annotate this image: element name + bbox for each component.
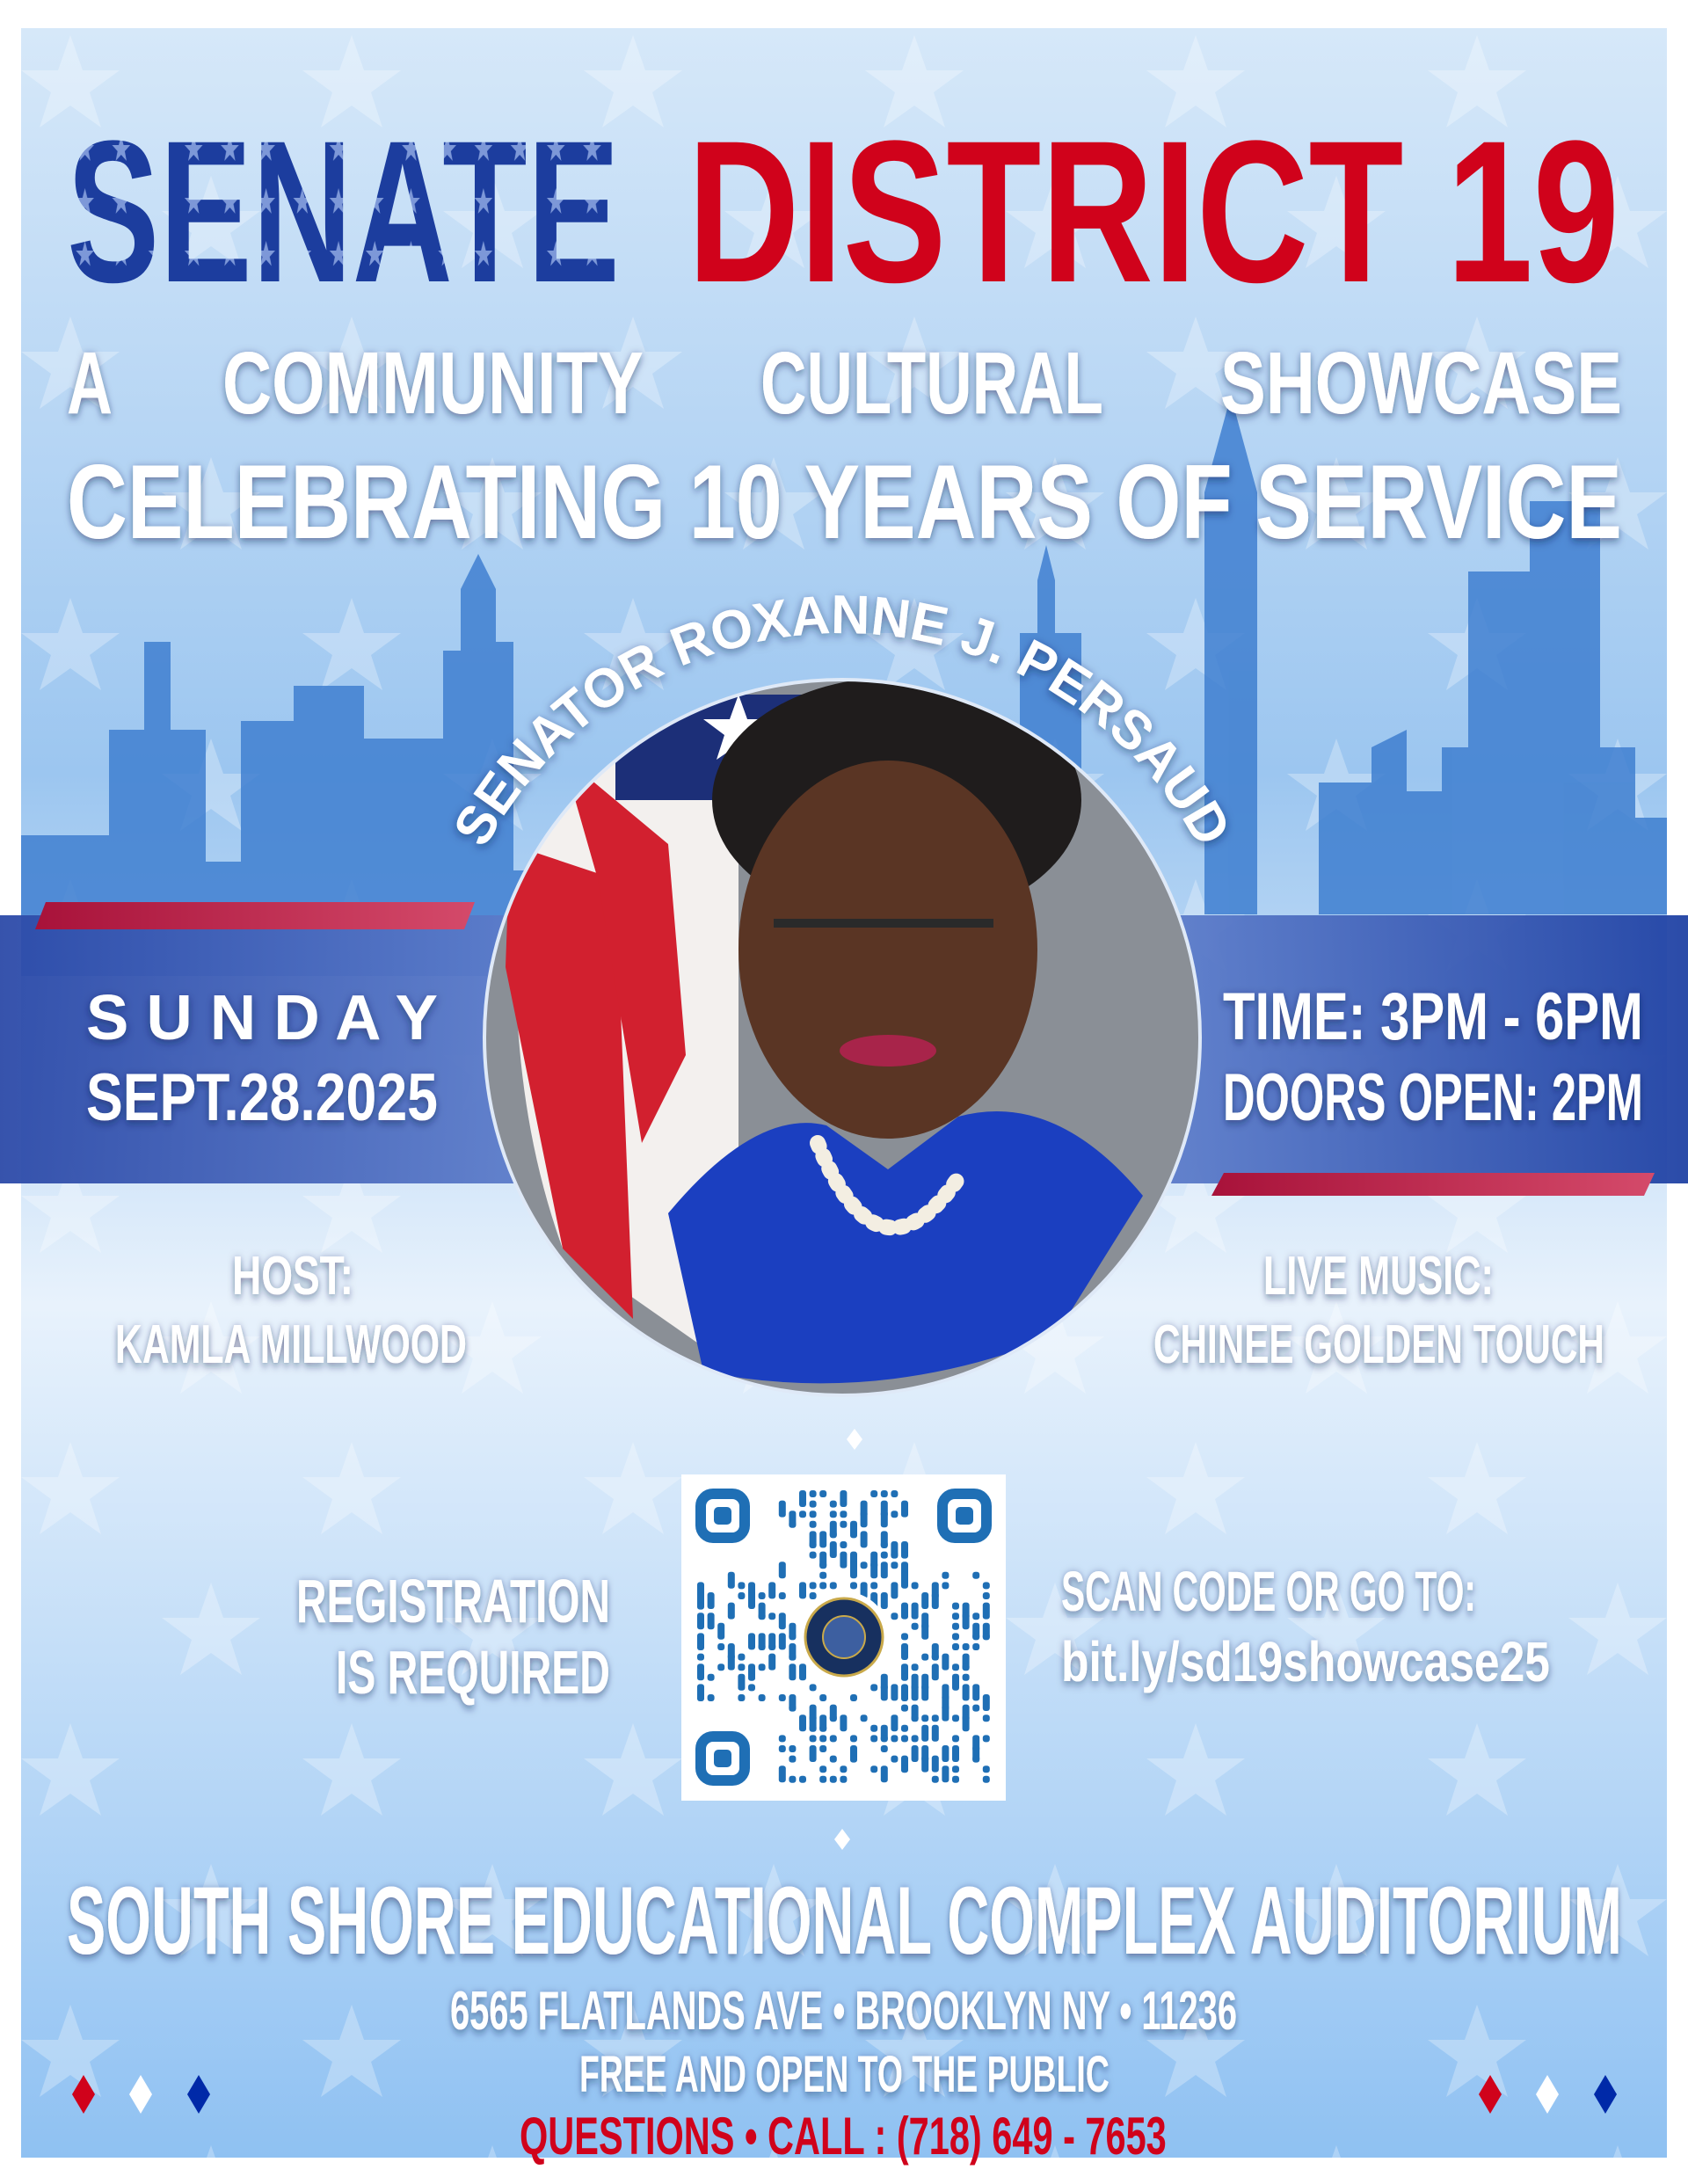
- qr-module: [952, 1663, 959, 1671]
- qr-module: [697, 1613, 704, 1629]
- qr-module: [901, 1674, 908, 1681]
- red-accent-bar: [1211, 1173, 1655, 1196]
- qr-module: [870, 1490, 877, 1497]
- qr-module: [738, 1674, 745, 1691]
- doors-open-time: DOORS OPEN: 2PM: [1223, 1059, 1643, 1135]
- senator-name: SENATOR ROXANNE J. PERSAUD: [441, 584, 1243, 856]
- qr-module: [983, 1603, 990, 1620]
- qr-module: [850, 1531, 857, 1538]
- qr-module: [952, 1613, 959, 1620]
- qr-module: [952, 1643, 959, 1650]
- qr-module: [840, 1490, 847, 1507]
- qr-module: [912, 1582, 919, 1589]
- qr-module: [932, 1725, 939, 1742]
- qr-module: [921, 1654, 928, 1661]
- qr-module: [881, 1735, 888, 1742]
- qr-module: [799, 1714, 806, 1731]
- subtitle-word: COMMUNITY: [222, 333, 644, 433]
- qr-module: [840, 1552, 847, 1569]
- qr-module: [952, 1623, 959, 1630]
- qr-module: [932, 1592, 939, 1609]
- qr-module: [901, 1765, 908, 1773]
- subtitle-word: SHOWCASE: [1220, 333, 1622, 433]
- qr-module: [830, 1501, 837, 1508]
- qr-module: [972, 1613, 979, 1620]
- qr-module: [912, 1623, 919, 1630]
- qr-code[interactable]: [681, 1474, 1006, 1801]
- qr-module: [789, 1756, 796, 1763]
- qr-module: [972, 1705, 979, 1712]
- qr-module: [789, 1654, 796, 1661]
- qr-module: [708, 1674, 715, 1681]
- qr-module: [952, 1745, 959, 1762]
- qr-module: [738, 1592, 745, 1599]
- qr-module: [983, 1765, 990, 1773]
- subtitle-word: A: [67, 334, 113, 433]
- qr-module: [810, 1592, 817, 1599]
- qr-module: [717, 1663, 724, 1671]
- qr-module: [870, 1735, 877, 1742]
- qr-module: [697, 1603, 704, 1610]
- qr-module: [779, 1501, 786, 1518]
- qr-module: [952, 1674, 959, 1691]
- qr-module: [840, 1714, 847, 1731]
- qr-module: [819, 1531, 826, 1547]
- qr-module: [972, 1643, 979, 1650]
- red-accent-bar: [35, 902, 475, 929]
- qr-module: [901, 1705, 908, 1712]
- qr-module: [748, 1674, 755, 1681]
- qr-module: [932, 1756, 939, 1773]
- qr-module: [932, 1654, 939, 1661]
- qr-module: [861, 1562, 868, 1569]
- qr-module: [708, 1613, 715, 1629]
- qr-module: [891, 1582, 898, 1598]
- qr-module: [921, 1756, 928, 1773]
- qr-module: [912, 1714, 919, 1722]
- qr-module: [830, 1776, 837, 1783]
- qr-module: [738, 1663, 745, 1671]
- qr-module: [830, 1582, 837, 1589]
- qr-module: [881, 1592, 888, 1609]
- qr-module: [901, 1633, 908, 1640]
- qr-module: [952, 1735, 959, 1742]
- qr-module: [840, 1511, 847, 1518]
- qr-module: [861, 1714, 868, 1722]
- qr-module: [983, 1735, 990, 1742]
- venue-address: 6565 FLATLANDS AVE • BROOKLYN NY • 11236: [450, 1981, 1237, 2042]
- qr-module: [759, 1663, 766, 1671]
- qr-module: [942, 1745, 949, 1762]
- qr-module: [881, 1684, 888, 1700]
- qr-module: [738, 1654, 745, 1661]
- qr-module: [819, 1776, 826, 1783]
- host-name: KAMLA MILLWOOD: [115, 1314, 467, 1375]
- qr-module: [963, 1674, 970, 1681]
- qr-module: [779, 1694, 786, 1701]
- qr-module: [789, 1521, 796, 1528]
- questions-phone: QUESTIONS • CALL : (718) 649 - 7653: [520, 2106, 1167, 2166]
- qr-module: [768, 1643, 775, 1650]
- qr-module: [779, 1592, 786, 1599]
- qr-module: [901, 1735, 908, 1742]
- qr-module: [789, 1663, 796, 1680]
- qr-module: [810, 1521, 817, 1528]
- qr-module: [881, 1541, 888, 1548]
- qr-module: [963, 1643, 970, 1650]
- qr-module: [891, 1735, 898, 1742]
- qr-module: [789, 1633, 796, 1640]
- qr-module: [972, 1684, 979, 1700]
- qr-module: [717, 1623, 724, 1640]
- qr-module: [799, 1776, 806, 1783]
- qr-module: [891, 1511, 898, 1518]
- qr-module: [942, 1705, 949, 1722]
- qr-module: [779, 1562, 786, 1578]
- senator-portrait: [484, 677, 1200, 1395]
- qr-module: [972, 1633, 979, 1640]
- qr-module: [697, 1654, 704, 1661]
- qr-module: [748, 1684, 755, 1691]
- qr-module: [891, 1613, 898, 1620]
- qr-module: [810, 1541, 817, 1548]
- qr-module: [748, 1633, 755, 1649]
- qr-module: [972, 1756, 979, 1763]
- qr-module: [983, 1714, 990, 1722]
- qr-module: [819, 1745, 826, 1752]
- qr-module: [942, 1572, 949, 1579]
- qr-module: [881, 1552, 888, 1559]
- qr-module: [748, 1592, 755, 1609]
- qr-module: [789, 1776, 796, 1783]
- qr-module: [901, 1552, 908, 1559]
- music-label: LIVE MUSIC:: [1263, 1246, 1494, 1307]
- qr-module: [901, 1694, 908, 1701]
- qr-module: [963, 1684, 970, 1700]
- venue-name: SOUTH SHORE EDUCATIONAL COMPLEX AUDITORIUM: [67, 1867, 1622, 1976]
- qr-module: [728, 1572, 735, 1589]
- qr-module: [881, 1490, 888, 1497]
- qr-module: [768, 1613, 775, 1620]
- qr-module: [819, 1572, 826, 1579]
- qr-module: [708, 1592, 715, 1609]
- qr-module: [819, 1694, 826, 1701]
- qr-module: [870, 1562, 877, 1578]
- qr-module: [891, 1756, 898, 1763]
- qr-module: [901, 1603, 908, 1620]
- qr-module: [891, 1552, 898, 1559]
- qr-module: [810, 1501, 817, 1508]
- qr-module: [921, 1684, 928, 1700]
- qr-module: [810, 1490, 817, 1497]
- qr-module: [819, 1735, 826, 1742]
- qr-module: [799, 1663, 806, 1680]
- qr-module: [901, 1643, 908, 1660]
- host-label: HOST:: [232, 1245, 353, 1307]
- qr-module: [850, 1756, 857, 1763]
- qr-module: [768, 1654, 775, 1671]
- qr-module: [861, 1531, 868, 1547]
- qr-module: [759, 1694, 766, 1701]
- subtitle-word: CULTURAL: [760, 333, 1103, 433]
- qr-module: [881, 1745, 888, 1752]
- qr-module: [819, 1562, 826, 1569]
- qr-module: [932, 1776, 939, 1783]
- registration-link[interactable]: bit.ly/sd19showcase25: [1061, 1630, 1550, 1694]
- qr-module: [738, 1582, 745, 1589]
- qr-module: [697, 1643, 704, 1650]
- qr-module: [810, 1582, 817, 1589]
- qr-module: [799, 1511, 806, 1518]
- qr-module: [942, 1654, 949, 1671]
- qr-module: [881, 1562, 888, 1578]
- qr-module: [963, 1613, 970, 1629]
- title-district: DISTRICT 19: [688, 98, 1619, 325]
- qr-module: [891, 1562, 898, 1569]
- qr-module: [830, 1735, 837, 1742]
- qr-module: [850, 1582, 857, 1589]
- registration-line1: REGISTRATION: [296, 1566, 610, 1636]
- qr-module: [870, 1582, 877, 1589]
- qr-module: [840, 1765, 847, 1773]
- qr-module: [779, 1633, 786, 1649]
- qr-module: [810, 1745, 817, 1762]
- qr-module: [912, 1684, 919, 1700]
- qr-module: [840, 1541, 847, 1548]
- qr-module: [697, 1694, 704, 1701]
- qr-module: [819, 1582, 826, 1589]
- qr-module: [912, 1735, 919, 1742]
- qr-module: [697, 1663, 704, 1680]
- qr-module: [850, 1694, 857, 1701]
- qr-module: [932, 1663, 939, 1680]
- qr-module: [810, 1725, 817, 1732]
- qr-module: [891, 1684, 898, 1700]
- qr-module: [717, 1643, 724, 1650]
- qr-module: [983, 1694, 990, 1711]
- qr-module: [952, 1765, 959, 1773]
- qr-module: [942, 1582, 949, 1589]
- qr-module: [840, 1521, 847, 1528]
- qr-module: [810, 1735, 817, 1742]
- qr-module: [921, 1714, 928, 1722]
- event-day: S U N D A Y: [86, 983, 438, 1053]
- qr-module: [810, 1552, 817, 1559]
- qr-module: [728, 1603, 735, 1620]
- qr-module: [901, 1501, 908, 1518]
- qr-module: [759, 1613, 766, 1620]
- qr-module: [932, 1714, 939, 1722]
- title-senate: SENATE: [67, 98, 620, 324]
- qr-module: [881, 1765, 888, 1782]
- qr-module: [983, 1633, 990, 1640]
- qr-module: [728, 1654, 735, 1671]
- qr-module: [901, 1572, 908, 1589]
- qr-module: [819, 1765, 826, 1773]
- qr-module: [952, 1603, 959, 1610]
- qr-module: [921, 1623, 928, 1640]
- event-time: TIME: 3PM - 6PM: [1223, 979, 1643, 1054]
- qr-module: [963, 1714, 970, 1731]
- qr-module: [830, 1511, 837, 1518]
- qr-module: [819, 1490, 826, 1497]
- music-performer: CHINEE GOLDEN TOUCH: [1153, 1314, 1604, 1376]
- qr-module: [963, 1663, 970, 1671]
- qr-module: [972, 1572, 979, 1579]
- subtitle-line2: CELEBRATING 10 YEARS OF SERVICE: [67, 442, 1622, 561]
- qr-module: [830, 1756, 837, 1763]
- qr-module: [759, 1592, 766, 1599]
- qr-module: [870, 1684, 877, 1691]
- qr-module: [891, 1714, 898, 1731]
- qr-module: [789, 1705, 796, 1712]
- qr-module: [830, 1714, 837, 1722]
- qr-module: [921, 1592, 928, 1609]
- qr-module: [952, 1633, 959, 1640]
- qr-module: [779, 1613, 786, 1629]
- event-date: SEPT.28.2025: [86, 1059, 438, 1135]
- qr-module: [738, 1694, 745, 1701]
- qr-module: [830, 1541, 837, 1558]
- qr-module: [881, 1511, 888, 1527]
- qr-module: [850, 1735, 857, 1742]
- qr-module: [819, 1725, 826, 1732]
- qr-module: [830, 1531, 837, 1538]
- qr-module: [850, 1562, 857, 1578]
- qr-module: [942, 1765, 949, 1782]
- admission-note: FREE AND OPEN TO THE PUBLIC: [579, 2046, 1110, 2104]
- qr-module: [983, 1776, 990, 1783]
- qr-module: [861, 1511, 868, 1527]
- qr-module: [779, 1765, 786, 1782]
- qr-module: [810, 1511, 817, 1518]
- qr-module: [921, 1725, 928, 1742]
- qr-module: [779, 1745, 786, 1752]
- qr-module: [708, 1694, 715, 1701]
- qr-module: [983, 1582, 990, 1589]
- qr-module: [983, 1592, 990, 1599]
- qr-module: [870, 1765, 877, 1773]
- qr-module: [789, 1745, 796, 1752]
- qr-module: [912, 1745, 919, 1762]
- qr-module: [870, 1725, 877, 1732]
- qr-module: [810, 1684, 817, 1691]
- qr-module: [912, 1603, 919, 1620]
- registration-line2: IS REQUIRED: [336, 1638, 610, 1707]
- qr-module: [799, 1490, 806, 1507]
- qr-module: [759, 1643, 766, 1650]
- qr-module: [891, 1490, 898, 1497]
- qr-module: [779, 1735, 786, 1742]
- qr-module: [912, 1663, 919, 1671]
- scan-instruction: SCAN CODE OR GO TO:: [1061, 1560, 1476, 1624]
- qr-module: [901, 1725, 908, 1732]
- qr-module: [840, 1776, 847, 1783]
- qr-module: [952, 1776, 959, 1783]
- qr-module: [768, 1582, 775, 1598]
- qr-module: [799, 1582, 806, 1598]
- qr-module: [952, 1714, 959, 1722]
